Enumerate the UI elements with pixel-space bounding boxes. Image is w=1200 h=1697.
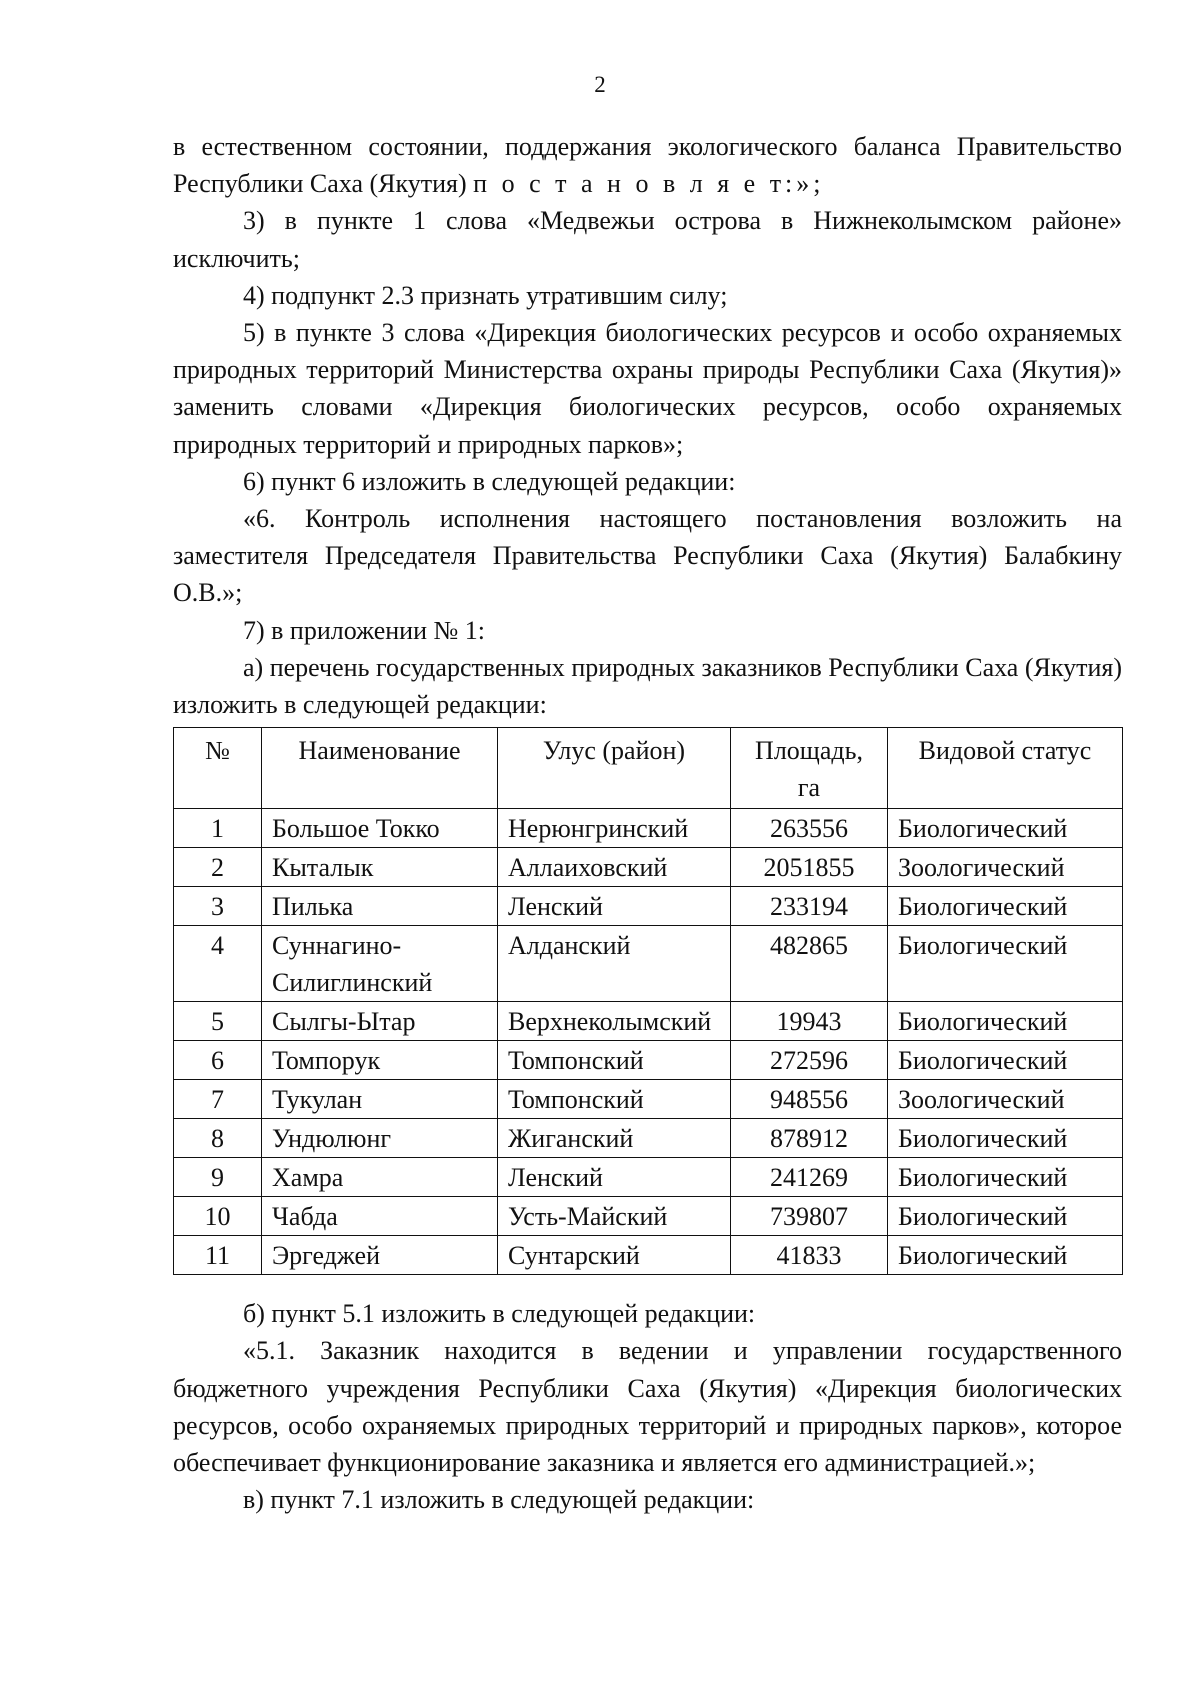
cell-area: 739807 [731,1197,888,1236]
cell-ulus: Ленский [498,1158,731,1197]
document-body [173,128,1122,1518]
cell-number: 2 [174,848,262,887]
cell-name: Сылгы-Ытар [262,1002,498,1041]
cell-area: 948556 [731,1080,888,1119]
cell-area: 241269 [731,1158,888,1197]
cell-status: Биологический [888,1158,1123,1197]
table-row [174,887,1123,926]
cell-number: 9 [174,1158,262,1197]
cell-number: 11 [174,1236,262,1275]
table-row [174,926,1123,1002]
cell-area: 482865 [731,926,888,1002]
header-area: Площадь, га [731,728,888,809]
cell-ulus: Аллаиховский [498,848,731,887]
reserves-table [173,727,1123,1275]
table-row [174,848,1123,887]
table-body [174,809,1123,1275]
paragraph-item-7: 7) в приложении № 1: [243,615,486,645]
table-row [174,1119,1123,1158]
cell-name: Ундюлюнг [262,1119,498,1158]
cell-ulus: Ленский [498,887,731,926]
cell-name: Чабда [262,1197,498,1236]
cell-status: Биологический [888,926,1123,1002]
cell-ulus: Томпонский [498,1080,731,1119]
table-row [174,1041,1123,1080]
cell-area: 263556 [731,809,888,848]
cell-name: Хамра [262,1158,498,1197]
cell-status: Зоологический [888,848,1123,887]
cell-area: 19943 [731,1002,888,1041]
paragraph-item-7a: а) перечень государственных природных заказников Республики Саха (Якутия) изложить в следующей редакции: [173,652,1122,720]
cell-ulus: Усть-Майский [498,1197,731,1236]
cell-ulus: Сунтарский [498,1236,731,1275]
cell-ulus: Нерюнгринский [498,809,731,848]
cell-ulus: Томпонский [498,1041,731,1080]
cell-name: Большое Токко [262,809,498,848]
cell-status: Биологический [888,887,1123,926]
cell-name: Томпорук [262,1041,498,1080]
cell-status: Биологический [888,1002,1123,1041]
paragraph-item-3: 3) в пункте 1 слова «Медвежьи острова в Нижнеколымском районе» исключить; [173,206,1122,273]
cell-ulus: Алданский [498,926,731,1002]
cell-area: 272596 [731,1041,888,1080]
table-header-row [174,728,1123,809]
cell-status: Биологический [888,1197,1123,1236]
table-row [174,1002,1123,1041]
cell-name: Кыталык [262,848,498,887]
paragraph-item-6-text: «6. Контроль исполнения настоящего постановления возложить на заместителя Председателя Правительства Республики Саха (Якутия) Балабкину О.В.»; [173,504,1122,608]
cell-status: Биологический [888,1236,1123,1275]
paragraph-item-7b-text: «5.1. Заказник находится в ведении и управлении государственного бюджетного учреждения Республики Саха (Якутия) «Дирекция биологических ресурсов, особо охраняемых природных территорий и природных парков», которое обеспечивает функционирование заказника и является его администрацией.»; [173,1336,1122,1478]
cell-name: Эргеджей [262,1236,498,1275]
decree-spaced-word: п о с т а н о в л я е т:»; [473,169,825,199]
cell-ulus: Жиганский [498,1119,731,1158]
table-row [174,1197,1123,1236]
cell-number: 7 [174,1080,262,1119]
paragraph-item-4: 4) подпункт 2.3 признать утратившим силу; [243,280,728,310]
page-number: 2 [594,72,606,97]
header-status: Видовой статус [888,728,1123,809]
cell-name: Суннагино-Силиглинский [262,926,498,1002]
cell-number: 3 [174,887,262,926]
cell-number: 8 [174,1119,262,1158]
paragraph-item-7b: б) пункт 5.1 изложить в следующей редакции: [243,1299,756,1329]
cell-number: 6 [174,1041,262,1080]
cell-name: Пилька [262,887,498,926]
cell-ulus: Верхнеколымский [498,1002,731,1041]
table-row [174,809,1123,848]
cell-area: 41833 [731,1236,888,1275]
table-row [174,1080,1123,1119]
header-name: Наименование [262,728,498,809]
cell-number: 10 [174,1197,262,1236]
cell-area: 2051855 [731,848,888,887]
header-number: № [174,728,262,809]
cell-status: Зоологический [888,1080,1123,1119]
cell-status: Биологический [888,1119,1123,1158]
cell-number: 1 [174,809,262,848]
cell-number: 5 [174,1002,262,1041]
cell-number: 4 [174,926,262,1002]
paragraph-intro-text: в естественном состоянии, поддержания экологического баланса Правительство Республики Саха (Якутия) [173,132,1122,199]
cell-name: Тукулан [262,1080,498,1119]
header-ulus: Улус (район) [498,728,731,809]
paragraph-intro [173,128,1122,202]
table-row [174,1236,1123,1275]
paragraph-item-5: 5) в пункте 3 слова «Дирекция биологических ресурсов и особо охраняемых природных территорий Министерства охраны природы Республики Саха (Якутия)» заменить словами «Дирекция биологических ресурсов, особо охраняемых природных территорий и природных парков»; [173,318,1122,459]
paragraph-item-7c: в) пункт 7.1 изложить в следующей редакции: [243,1485,755,1515]
cell-area: 878912 [731,1119,888,1158]
cell-status: Биологический [888,809,1123,848]
paragraph-item-6: 6) пункт 6 изложить в следующей редакции: [243,466,736,496]
table-row [174,1158,1123,1197]
cell-status: Биологический [888,1041,1123,1080]
cell-area: 233194 [731,887,888,926]
